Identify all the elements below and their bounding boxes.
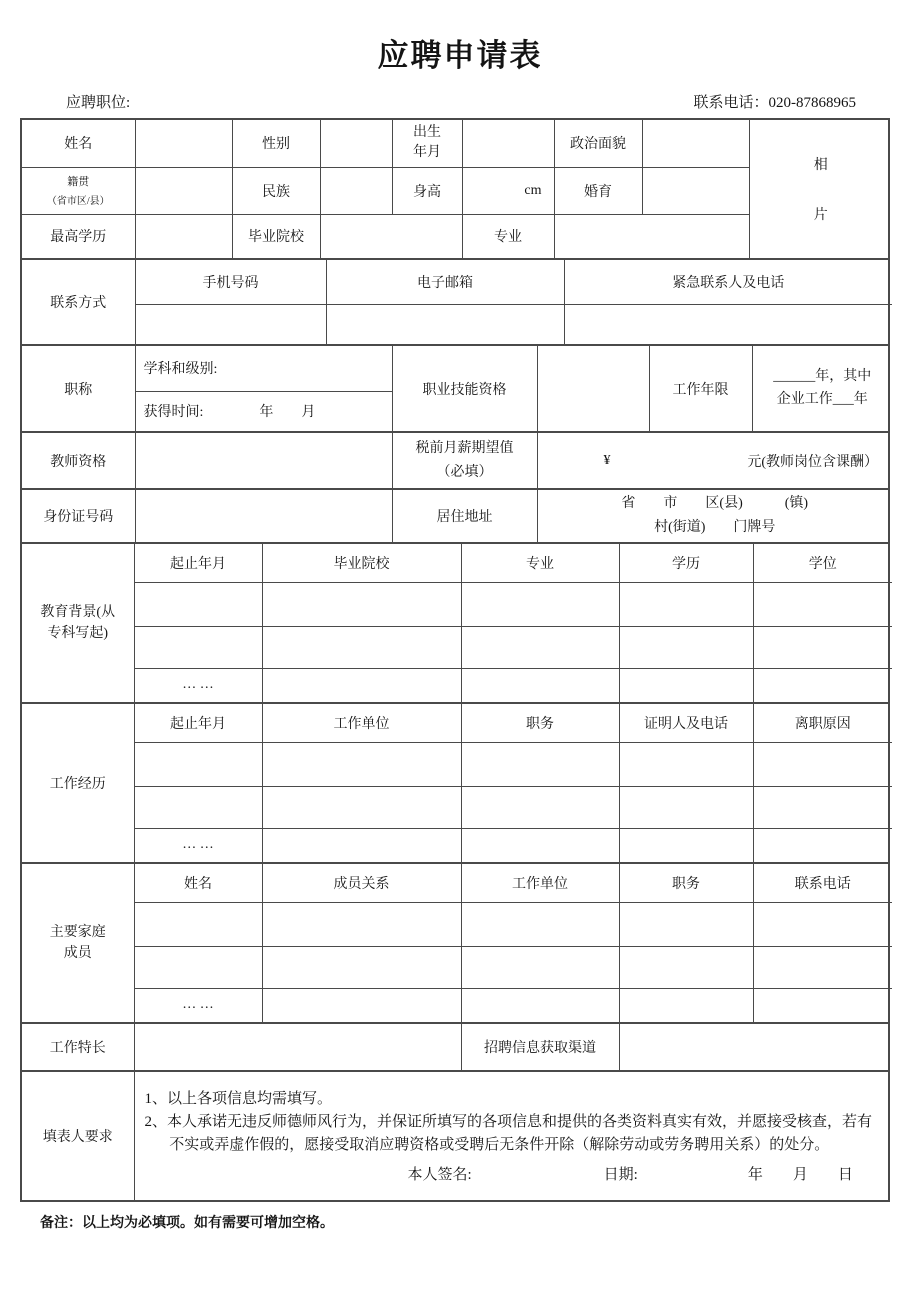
emergency-contact-header: 紧急联系人及电话	[564, 260, 892, 304]
footer-note: 备注：以上均为必填项。如有需要可增加空格。	[40, 1216, 334, 1231]
major-label: 专业	[462, 214, 554, 258]
height-label: 身高	[392, 167, 462, 214]
subject-level-cell: 学科和级别:	[135, 346, 392, 391]
teacher-cert-value-cell	[135, 433, 392, 488]
specialty-section	[22, 1022, 888, 1070]
address-value-cell	[537, 490, 892, 542]
work-row1-reference-cell	[619, 742, 753, 786]
work-years-line2: 企业工作___年	[776, 391, 868, 407]
basic-info-section	[22, 120, 888, 258]
work-header-employer: 工作单位	[262, 704, 461, 742]
work-experience-label: 工作经历	[22, 704, 134, 862]
work-years-value-cell	[752, 346, 892, 431]
id-number-value-cell	[135, 490, 392, 542]
graduate-school-value-cell	[320, 214, 462, 258]
position-label: 应聘职位:	[66, 95, 131, 111]
family-members-label: 主要家庭成员	[22, 864, 134, 1022]
work-experience-section	[22, 702, 888, 862]
name-label: 姓名	[22, 120, 135, 167]
ethnicity-label: 民族	[232, 167, 320, 214]
family-row3-employer-cell	[461, 988, 619, 1022]
birth-date-value-cell	[462, 120, 554, 167]
application-form-table	[20, 118, 890, 1202]
education-section	[22, 542, 888, 702]
political-status-value-cell	[642, 120, 749, 167]
family-row2-relation-cell	[262, 946, 461, 988]
work-header-period: 起止年月	[134, 704, 262, 742]
work-row2-leave-reason-cell	[753, 786, 892, 828]
family-header-position: 职务	[619, 864, 753, 902]
work-row1-period-cell	[134, 742, 262, 786]
date-label: 日期:	[603, 1167, 638, 1184]
photo-label-top: 相	[813, 158, 828, 173]
education-background-label: 教育背景(从专科写起)	[22, 544, 134, 702]
family-members-section	[22, 862, 888, 1022]
work-years-label: 工作年限	[649, 346, 752, 431]
graduate-school-label: 毕业院校	[232, 214, 320, 258]
edu-row1-school-cell	[262, 582, 461, 626]
recruitment-channel-label: 招聘信息获取渠道	[461, 1024, 619, 1070]
family-row1-phone-cell	[753, 902, 892, 946]
work-row3-reference-cell	[619, 828, 753, 862]
photo-cell	[749, 120, 892, 258]
work-row2-position-cell	[461, 786, 619, 828]
edu-header-major: 专业	[461, 544, 619, 582]
native-place-value-cell	[135, 167, 232, 214]
signature-row	[145, 1163, 881, 1184]
edu-row1-degree-level-cell	[619, 582, 753, 626]
work-header-reference: 证明人及电话	[619, 704, 753, 742]
work-ellipsis-cell: … …	[134, 828, 262, 862]
family-row2-position-cell	[619, 946, 753, 988]
address-line2: 村(街道) 门牌号	[654, 520, 776, 535]
edu-row1-period-cell	[134, 582, 262, 626]
work-row3-position-cell	[461, 828, 619, 862]
family-row2-employer-cell	[461, 946, 619, 988]
teacher-cert-section	[22, 431, 888, 488]
form-requirements-label: 填表人要求	[22, 1072, 134, 1200]
political-status-label: 政治面貌	[554, 120, 642, 167]
subheader	[0, 75, 920, 112]
family-header-employer: 工作单位	[461, 864, 619, 902]
work-row1-position-cell	[461, 742, 619, 786]
work-row3-leave-reason-cell	[753, 828, 892, 862]
height-unit-cell: cm	[462, 167, 554, 214]
contact-phone: 联系电话：020-87868965	[693, 95, 856, 111]
mobile-header: 手机号码	[135, 260, 326, 304]
id-card-section	[22, 488, 888, 542]
emergency-contact-value-cell	[564, 304, 892, 344]
work-years-line1: ______年，其中	[773, 369, 872, 385]
edu-row2-major-cell	[461, 626, 619, 668]
edu-row2-degree-level-cell	[619, 626, 753, 668]
email-header: 电子邮箱	[326, 260, 564, 304]
job-title-label: 职称	[22, 346, 135, 431]
ethnicity-value-cell	[320, 167, 392, 214]
contact-section	[22, 258, 888, 344]
native-place-label: 籍贯 （省市区/县）	[22, 167, 135, 214]
obtain-time-cell: 获得时间: 年 月	[135, 391, 392, 431]
family-row1-position-cell	[619, 902, 753, 946]
id-number-label: 身份证号码	[22, 490, 135, 542]
email-value-cell	[326, 304, 564, 344]
requirements-section	[22, 1070, 888, 1200]
work-header-position: 职务	[461, 704, 619, 742]
work-header-leave-reason: 离职原因	[753, 704, 892, 742]
salary-expectation-label: 税前月薪期望值 （必填）	[392, 433, 537, 488]
family-ellipsis-cell: … …	[134, 988, 262, 1022]
work-row2-reference-cell	[619, 786, 753, 828]
requirement-item-1: 1、以上各项信息均需填写。	[144, 1090, 333, 1107]
edu-row2-degree-cell	[753, 626, 892, 668]
contact-method-label: 联系方式	[22, 260, 135, 344]
edu-header-degree: 学位	[753, 544, 892, 582]
specialty-label: 工作特长	[22, 1024, 134, 1070]
highest-education-value-cell	[135, 214, 232, 258]
family-header-phone: 联系电话	[753, 864, 892, 902]
family-row1-employer-cell	[461, 902, 619, 946]
skill-cert-label: 职业技能资格	[392, 346, 537, 431]
edu-row2-period-cell	[134, 626, 262, 668]
edu-row3-degree-cell	[753, 668, 892, 702]
work-row2-period-cell	[134, 786, 262, 828]
edu-row1-major-cell	[461, 582, 619, 626]
major-value-cell	[554, 214, 749, 258]
recruitment-channel-value-cell	[619, 1024, 892, 1070]
address-label: 居住地址	[392, 490, 537, 542]
family-row2-phone-cell	[753, 946, 892, 988]
job-title-section	[22, 344, 888, 431]
edu-row3-major-cell	[461, 668, 619, 702]
family-row3-position-cell	[619, 988, 753, 1022]
birth-date-label: 出生年月	[392, 120, 462, 167]
highest-education-label: 最高学历	[22, 214, 135, 258]
requirement-item-2: 2、本人承诺无违反师德师风行为，并保证所填写的各项信息和提供的各类资料真实有效，并愿接受核查，若有不实或弄虚作假的，愿接受取消应聘资格或受聘后无条件开除（解除劳动或劳务聘用关系）的处分。	[144, 1113, 873, 1154]
family-row3-relation-cell	[262, 988, 461, 1022]
edu-header-school: 毕业院校	[262, 544, 461, 582]
teacher-cert-label: 教师资格	[22, 433, 135, 488]
yen-sign: ¥	[603, 452, 611, 468]
salary-unit: 元(教师岗位含课酬）	[747, 454, 878, 470]
family-row1-relation-cell	[262, 902, 461, 946]
edu-header-period: 起止年月	[134, 544, 262, 582]
date-ymd-label: 年 月 日	[747, 1167, 853, 1184]
work-row3-employer-cell	[262, 828, 461, 862]
gender-label: 性别	[232, 120, 320, 167]
signature-label: 本人签名:	[407, 1167, 472, 1184]
mobile-value-cell	[135, 304, 326, 344]
work-row2-employer-cell	[262, 786, 461, 828]
family-header-name: 姓名	[134, 864, 262, 902]
family-row3-phone-cell	[753, 988, 892, 1022]
page-title: 应聘申请表	[377, 38, 543, 73]
edu-header-degree-level: 学历	[619, 544, 753, 582]
specialty-value-cell	[134, 1024, 461, 1070]
work-row1-leave-reason-cell	[753, 742, 892, 786]
gender-value-cell	[320, 120, 392, 167]
salary-value-cell	[537, 433, 892, 488]
name-value-cell	[135, 120, 232, 167]
marital-status-value-cell	[642, 167, 749, 214]
family-header-relation: 成员关系	[262, 864, 461, 902]
edu-row2-school-cell	[262, 626, 461, 668]
requirements-content	[134, 1072, 892, 1200]
skill-cert-value-cell	[537, 346, 649, 431]
family-row1-name-cell	[134, 902, 262, 946]
work-row1-employer-cell	[262, 742, 461, 786]
family-row2-name-cell	[134, 946, 262, 988]
address-line1: 省 市 区(县) (镇)	[621, 496, 809, 512]
edu-row1-degree-cell	[753, 582, 892, 626]
edu-row3-school-cell	[262, 668, 461, 702]
edu-ellipsis-cell: … …	[134, 668, 262, 702]
marital-status-label: 婚育	[554, 167, 642, 214]
edu-row3-degree-level-cell	[619, 668, 753, 702]
photo-label-bottom: 片	[813, 208, 828, 223]
